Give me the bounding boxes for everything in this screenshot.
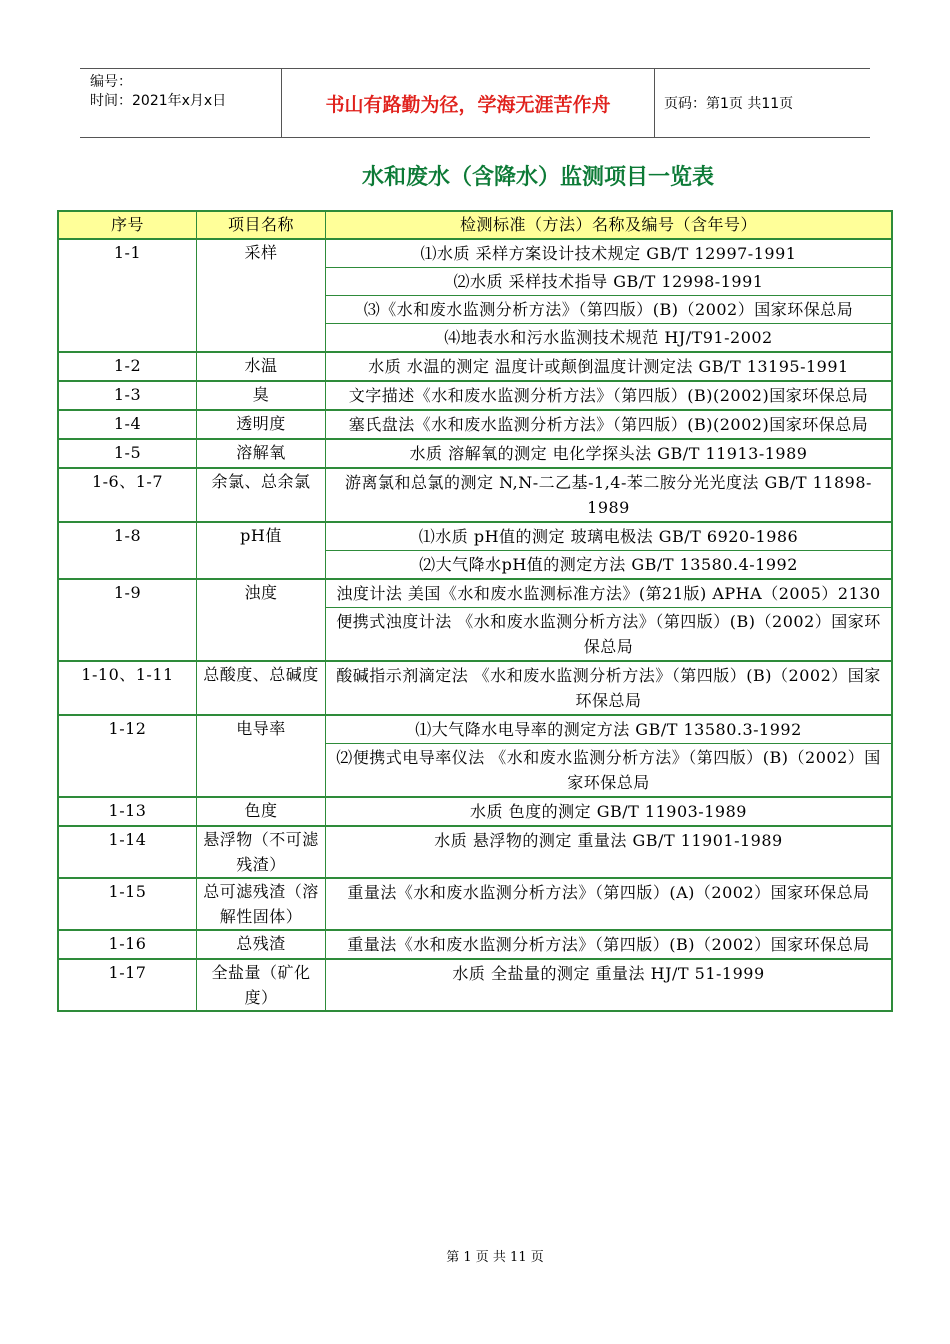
table-row: [57, 662, 893, 716]
column-header-name: 项目名称: [197, 212, 326, 238]
item-standards: [326, 716, 893, 796]
standard-entry: ⑴水质 pH值的测定 玻璃电极法 GB/T 6920-1986: [326, 523, 891, 551]
standard-entry: ⑷地表水和污水监测技术规范 HJ/T91-2002: [444, 328, 773, 347]
item-name: 电导率: [197, 716, 326, 796]
item-name: 采样: [197, 240, 326, 351]
page-title: 水和废水（含降水）监测项目一览表: [361, 165, 714, 190]
item-number: 1-3: [57, 382, 197, 409]
item-standards: [326, 879, 893, 929]
item-number: 1-5: [57, 440, 197, 467]
item-standards: [326, 382, 893, 409]
standard-entry: 水质 色度的测定 GB/T 11903-1989: [470, 802, 747, 821]
item-number: 1-4: [57, 411, 197, 438]
table-row: [57, 827, 893, 879]
header-motto: 书山有路勤为径，学海无涯苦作舟: [281, 69, 655, 137]
item-name: 全盐量（矿化度）: [197, 960, 326, 1010]
item-number: 1-1: [57, 240, 197, 351]
item-number: 1-13: [57, 798, 197, 825]
item-number: 1-12: [57, 716, 197, 796]
item-number: 1-6、1-7: [57, 469, 197, 521]
header-page-info: 页码：第1页 共11页: [664, 96, 794, 112]
item-number: 1-14: [57, 827, 197, 877]
standard-entry: 塞氏盘法《水和废水监测分析方法》（第四版）(B)(2002)国家环保总局: [348, 415, 869, 434]
standard-entry: 重量法《水和废水监测分析方法》（第四版）(B)（2002）国家环保总局: [347, 935, 870, 954]
table-row: [57, 798, 893, 827]
standard-entry: ⑵水质 采样技术指导 GB/T 12998-1991: [326, 268, 891, 296]
item-number: 1-9: [57, 580, 197, 660]
standard-entry: ⑴大气降水电导率的测定方法 GB/T 13580.3-1992: [326, 716, 891, 744]
standard-entry: 浊度计法 美国《水和废水监测标准方法》(第21版) APHA（2005）2130: [326, 580, 891, 608]
table-row: [57, 716, 893, 798]
item-number: 1-10、1-11: [57, 662, 197, 714]
standard-entry: 文字描述《水和废水监测分析方法》（第四版）(B)(2002)国家环保总局: [348, 386, 869, 405]
standard-entry: ⑴水质 采样方案设计技术规定 GB/T 12997-1991: [326, 240, 891, 268]
time-label: 时间：2021年x月x日: [90, 93, 227, 109]
table-row: [57, 382, 893, 411]
item-name: 余氯、总余氯: [197, 469, 326, 521]
standard-entry: 水质 水温的测定 温度计或颠倒温度计测定法 GB/T 13195-1991: [368, 357, 849, 376]
item-standards: [326, 827, 893, 877]
item-name: 浊度: [197, 580, 326, 660]
table-row: [57, 440, 893, 469]
table-row: [57, 960, 893, 1012]
item-standards: [326, 662, 893, 714]
item-name: 总酸度、总碱度: [197, 662, 326, 714]
standard-entry: 便携式浊度计法 《水和废水监测分析方法》（第四版）(B)（2002）国家环保总局: [336, 612, 881, 656]
table-body: [57, 240, 893, 1012]
item-number: 1-2: [57, 353, 197, 380]
table-header-row: [57, 210, 893, 240]
table-row: [57, 879, 893, 931]
document-header: [80, 68, 870, 138]
table-row: [57, 469, 893, 523]
item-standards: [326, 580, 893, 660]
item-number: 1-8: [57, 523, 197, 578]
item-standards: [326, 440, 893, 467]
column-header-no: 序号: [57, 212, 197, 238]
table-row: [57, 353, 893, 382]
item-name: 总残渣: [197, 931, 326, 958]
item-standards: [326, 798, 893, 825]
header-meta: [80, 69, 280, 137]
item-name: 总可滤残渣（溶解性固体）: [197, 879, 326, 929]
item-standards: [326, 931, 893, 958]
standard-entry: ⑵大气降水pH值的测定方法 GB/T 13580.4-1992: [419, 555, 798, 574]
item-standards: [326, 240, 893, 351]
item-name: 臭: [197, 382, 326, 409]
table-row: [57, 523, 893, 580]
item-number: 1-15: [57, 879, 197, 929]
table-row: [57, 580, 893, 662]
table-row: [57, 931, 893, 960]
table-row: [57, 240, 893, 353]
standard-entry: 水质 悬浮物的测定 重量法 GB/T 11901-1989: [434, 831, 783, 850]
column-header-standard: 检测标准（方法）名称及编号（含年号）: [326, 212, 893, 238]
item-number: 1-16: [57, 931, 197, 958]
standard-entry: ⑵便携式电导率仪法 《水和废水监测分析方法》（第四版）(B)（2002）国家环保总局: [336, 748, 881, 792]
standard-entry: ⑶《水和废水监测分析方法》（第四版）(B)（2002）国家环保总局: [326, 296, 891, 324]
item-name: 水温: [197, 353, 326, 380]
standard-entry: 酸碱指示剂滴定法 《水和废水监测分析方法》（第四版）(B)（2002）国家环保总局: [336, 666, 881, 710]
standard-entry: 重量法《水和废水监测分析方法》（第四版）(A)（2002）国家环保总局: [347, 883, 870, 902]
standard-entry: 水质 全盐量的测定 重量法 HJ/T 51-1999: [452, 964, 765, 983]
standard-entry: 水质 溶解氧的测定 电化学探头法 GB/T 11913-1989: [409, 444, 808, 463]
item-standards: [326, 411, 893, 438]
number-label: 编号：: [90, 74, 132, 90]
monitoring-table: [57, 210, 893, 1012]
item-standards: [326, 469, 893, 521]
page-footer: 第 1 页 共 11 页: [446, 1250, 544, 1265]
item-number: 1-17: [57, 960, 197, 1010]
item-name: 透明度: [197, 411, 326, 438]
table-row: [57, 411, 893, 440]
item-name: 色度: [197, 798, 326, 825]
item-name: 悬浮物（不可滤残渣）: [197, 827, 326, 877]
item-name: 溶解氧: [197, 440, 326, 467]
item-standards: [326, 960, 893, 1010]
item-standards: [326, 353, 893, 380]
item-name: pH值: [197, 523, 326, 578]
item-standards: [326, 523, 893, 578]
standard-entry: 游离氯和总氯的测定 N,N-二乙基-1,4-苯二胺分光光度法 GB/T 11898-1989: [345, 473, 872, 517]
